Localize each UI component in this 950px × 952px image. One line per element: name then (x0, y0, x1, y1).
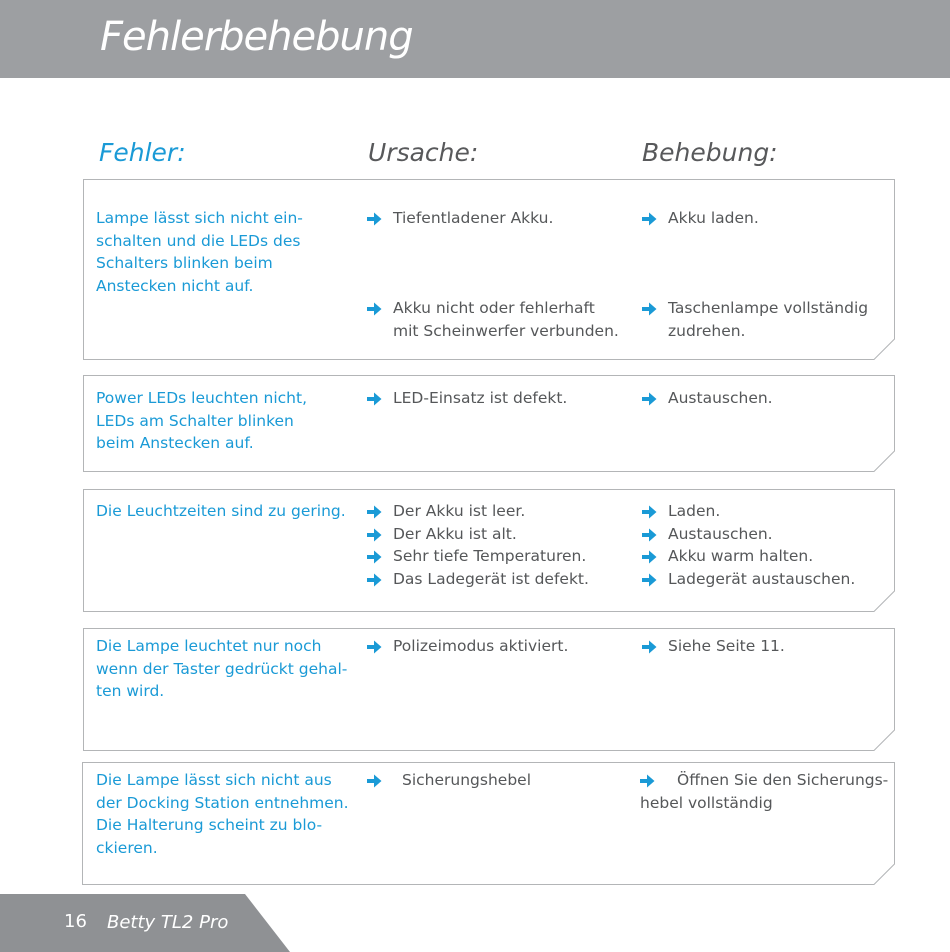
fix-text: Laden. (668, 502, 721, 520)
arrow-right-icon (642, 550, 657, 564)
table-row (0, 628, 950, 751)
arrow-right-icon (367, 302, 382, 316)
arrow-right-icon (642, 528, 657, 542)
arrow-right-icon (642, 640, 657, 654)
fault-text: Power LEDs leuchten nicht, LEDs am Schalter blinken beim Anstecken auf. (96, 389, 308, 453)
fix-text: Ladegerät austauschen. (668, 569, 856, 588)
arrow-right-icon (367, 392, 382, 406)
fix-text: Akku warm halten. (668, 547, 814, 566)
arrow-right-icon (642, 505, 657, 519)
table-row (0, 762, 950, 885)
page-number: 16 (64, 911, 87, 932)
cause-text: Das Ladegerät ist defekt. (393, 569, 589, 588)
cause-text: LED-Einsatz ist defekt. (393, 389, 568, 407)
arrow-right-icon (367, 212, 382, 226)
cause-text: Akku nicht oder fehlerhaft mit Scheinwerfer verbunden. (393, 299, 619, 340)
fix-text: Akku laden. (668, 209, 759, 227)
arrow-right-icon (367, 573, 382, 587)
arrow-right-icon (367, 550, 382, 564)
cause-text: Tiefentladener Akku. (393, 209, 554, 227)
cause-text: Sehr tiefe Temperaturen. (393, 547, 587, 566)
fault-text: Lampe lässt sich nicht ein- schalten und die LEDs des Schalters blinken beim Anstecken nicht auf. (96, 209, 303, 295)
fix-text: Öffnen Sie den Sicherungs- hebel vollständig (640, 771, 889, 812)
page-header (0, 0, 950, 78)
fault-text: Die Lampe lässt sich nicht aus der Docking Station entnehmen. Die Halterung scheint zu blo- ckieren. (96, 771, 349, 857)
fault-text: Die Lampe leuchtet nur noch wenn der Taster gedrückt gehal- ten wird. (96, 637, 348, 701)
fix-text: Siehe Seite 11. (668, 637, 785, 655)
cause-text: Der Akku ist alt. (393, 524, 517, 543)
column-header-cause: Ursache: (368, 138, 479, 167)
arrow-right-icon (642, 573, 657, 587)
arrow-right-icon (642, 302, 657, 316)
cause-text: Sicherungshebel (402, 771, 532, 789)
table-row (0, 375, 950, 472)
fault-text: Die Leuchtzeiten sind zu gering. (96, 502, 346, 520)
column-header-fault: Fehler: (99, 138, 186, 167)
table-row (0, 489, 950, 612)
column-header-fix: Behebung: (642, 138, 778, 167)
page-title: Fehlerbehebung (100, 14, 413, 60)
arrow-right-icon (642, 212, 657, 226)
cause-text: Polizeimodus aktiviert. (393, 637, 569, 655)
cause-text: Der Akku ist leer. (393, 502, 526, 520)
fix-text: Taschenlampe vollständig zudrehen. (668, 299, 869, 340)
table-row (0, 179, 950, 360)
fix-text: Austauschen. (668, 389, 773, 407)
product-name: Betty TL2 Pro (107, 912, 229, 933)
arrow-right-icon (367, 528, 382, 542)
fix-text: Austauschen. (668, 524, 773, 543)
arrow-right-icon (367, 505, 382, 519)
arrow-right-icon (367, 774, 382, 788)
arrow-right-icon (367, 640, 382, 654)
arrow-right-icon (642, 392, 657, 406)
